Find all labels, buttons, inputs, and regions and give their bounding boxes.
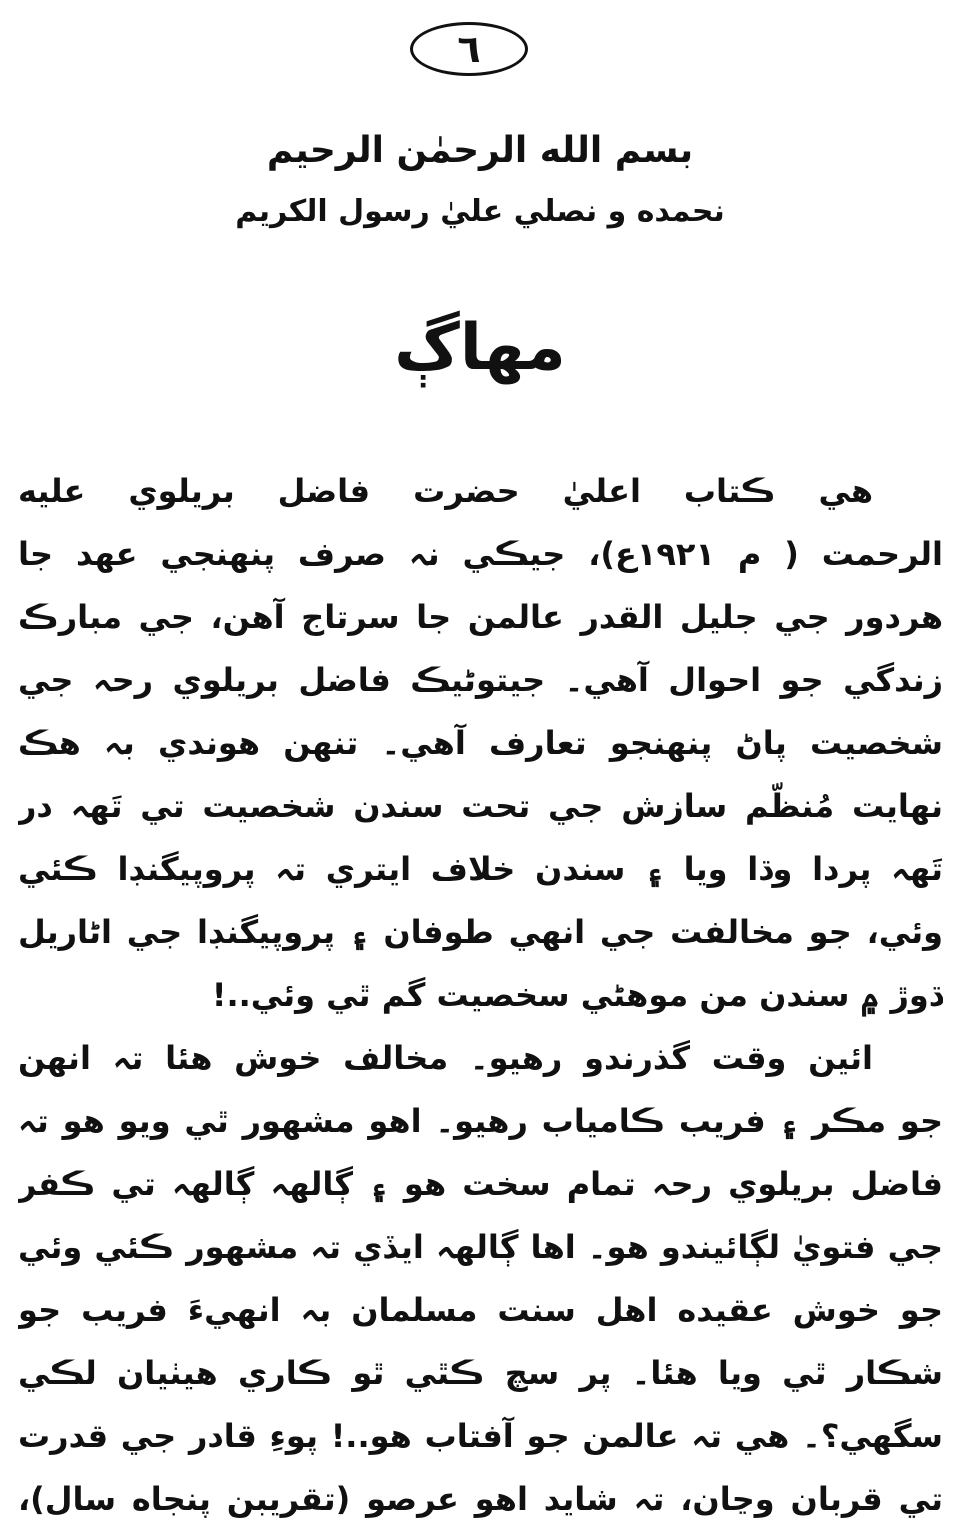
page-number: ٦	[410, 22, 528, 76]
chapter-heading: مهاڳ	[394, 311, 566, 385]
body-line: زندگي جو احوال آهي۔ جيتوڻيڪ فاضل بريلوي رحہ جي	[18, 661, 943, 699]
body-line: شڪار ٿي ويا هئا۔ پر سچ ڪٿي ٿو ڪاري هيٺيان لڪي	[18, 1354, 943, 1392]
salutation-line: نحمده و نصلي عليٰ رسول الكريم	[235, 194, 725, 229]
body-line: جو مڪر ۽ فريب ڪامياب رهيو۔ اهو مشهور ٿي ويو هو تہ	[18, 1102, 943, 1140]
body-line: تَهہ پردا وڌا ويا ۽ سندن خلاف ايتري تہ پروپيگنڊا ڪئي	[18, 850, 943, 888]
body-line: نهايت مُنظّم سازش جي تحت سندن شخصيت تي تَهہ در	[18, 787, 943, 825]
body-line: سگھي؟۔ هي تہ عالمن جو آفتاب هو..! پوءِ قادر جي قدرت	[18, 1417, 943, 1455]
bismillah-line: بسم الله الرحمٰن الرحيم	[266, 130, 694, 171]
body-line: ائين وقت گذرندو رهيو۔ مخالف خوش هئا تہ انھن	[18, 1039, 873, 1077]
body-line: الرحمت ( م ١٩٢١ع)، جيڪي نہ صرف پنھنجي عهد جا	[18, 535, 943, 573]
body-line: وئي، جو مخالفت جي انھي طوفان ۽ پروپيگنڊا جي اڻاريل	[18, 913, 943, 951]
body-line: تي قربان وڃان، تہ شايد اهو عرصو (تقريبن پنجاه سال)،	[18, 1480, 943, 1518]
body-line: هردور جي جليل القدر عالمن جا سرتاج آهن، جي مبارڪ	[18, 598, 943, 636]
body-line: ڌوڙ ۾ سندن من موهڻي سخصيت گم ٿي وئي..!	[211, 976, 943, 1014]
body-line: فاضل بريلوي رحہ تمام سخت هو ۽ ڳالهہ ڳالهہ تي ڪفر	[18, 1165, 943, 1203]
body-line: هي ڪتاب اعليٰ حضرت فاضل بريلوي عليه	[18, 472, 873, 510]
body-line: جي فتويٰ لڳائيندو هو۔ اها ڳالهہ ايڏي تہ مشهور ڪئي وئي	[18, 1228, 943, 1266]
body-text	[18, 460, 943, 1531]
body-line: شخصيت پاڻ پنھنجو تعارف آهي۔ تنھن هوندي بہ هڪ	[18, 724, 943, 762]
body-line: جو خوش عقيده اهل سنت مسلمان بہ انھيءَ فريب جو	[18, 1291, 943, 1329]
